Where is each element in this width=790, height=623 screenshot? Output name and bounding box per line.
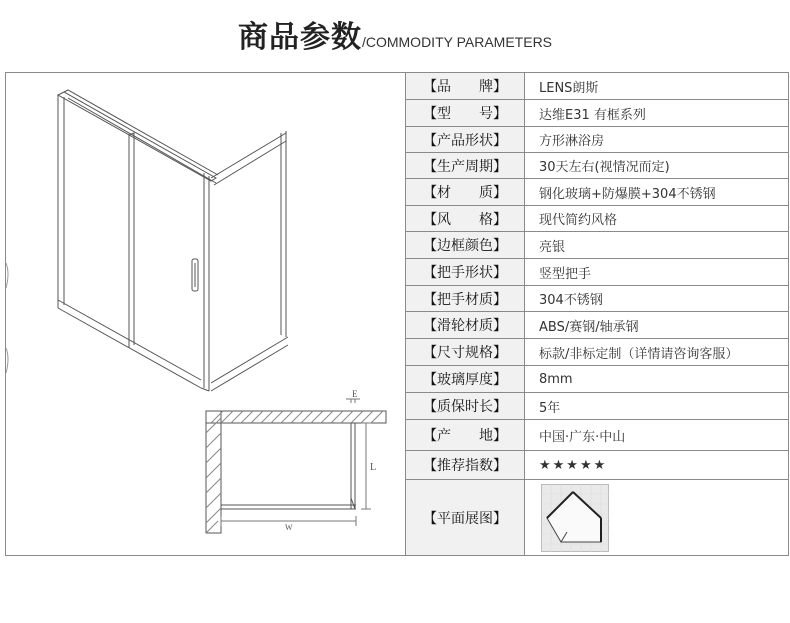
page-header: [0, 12, 790, 56]
param-label: 【玻璃厚度】: [406, 366, 525, 392]
table-row: [406, 73, 789, 100]
param-label: 【推荐指数】: [406, 451, 525, 479]
page-subtitle: /COMMODITY PARAMETERS: [361, 34, 553, 50]
param-value: 钢化玻璃+防爆膜+304不锈钢: [539, 186, 716, 202]
page-title: 商品参数: [237, 20, 362, 55]
param-label: 【风 格】: [406, 206, 525, 231]
table-row: [406, 393, 789, 420]
param-label: 【材 质】: [406, 179, 525, 205]
param-label: 【边框颜色】: [406, 232, 525, 258]
param-value: 5年: [539, 400, 561, 416]
table-row: [406, 259, 789, 286]
floor-plan-thumbnail: [541, 480, 609, 555]
param-value: 方形淋浴房: [539, 134, 605, 149]
param-value: 标款/非标定制（详情请咨询客服）: [539, 346, 739, 362]
table-row: [406, 153, 789, 179]
param-label: 【产品形状】: [406, 127, 525, 152]
param-label: 【质保时长】: [406, 393, 525, 419]
param-value: ABS/赛钢/轴承钢: [539, 319, 639, 335]
table-row: [406, 339, 789, 366]
param-label: 【生产周期】: [406, 153, 525, 178]
table-row: [406, 286, 789, 312]
param-value: 达维E31 有框系列: [539, 107, 646, 123]
param-value: 亮银: [539, 239, 566, 255]
param-label: 【把手材质】: [406, 286, 525, 311]
param-value: 30天左右(视情况而定): [539, 160, 670, 175]
param-label: 【平面展图】: [406, 480, 525, 555]
dimension-l-label: L: [370, 462, 377, 473]
table-row: [406, 366, 789, 393]
dimension-e-label: E: [352, 389, 358, 399]
param-value: 中国·广东·中山: [539, 429, 626, 445]
table-row: [406, 420, 789, 451]
table-row: [406, 206, 789, 232]
parameters-panel: [5, 72, 789, 556]
param-value: LENS朗斯: [539, 80, 599, 96]
rating-stars: ★★★★★: [539, 457, 608, 473]
param-value: 竖型把手: [539, 266, 592, 282]
param-value: 8mm: [539, 371, 573, 387]
shower-enclosure-drawing-icon: [6, 73, 405, 555]
table-row: [406, 179, 789, 206]
param-label: 【把手形状】: [406, 259, 525, 285]
param-label: 【品 牌】: [406, 73, 525, 99]
param-label: 【尺寸规格】: [406, 339, 525, 365]
table-row: [406, 451, 789, 480]
product-drawing: [6, 73, 405, 555]
table-row: [406, 100, 789, 127]
param-label: 【型 号】: [406, 100, 525, 126]
table-row: [406, 127, 789, 153]
param-value: 现代简约风格: [539, 213, 618, 228]
parameter-table: [405, 73, 789, 555]
table-row: [406, 232, 789, 259]
param-label: 【产 地】: [406, 420, 525, 450]
param-value: 304不锈钢: [539, 293, 603, 308]
param-label: 【滑轮材质】: [406, 312, 525, 338]
dimension-w-label: W: [285, 523, 293, 532]
table-row: [406, 312, 789, 339]
floor-plan-thumbnail-icon: [541, 484, 609, 552]
table-row: [406, 480, 789, 555]
